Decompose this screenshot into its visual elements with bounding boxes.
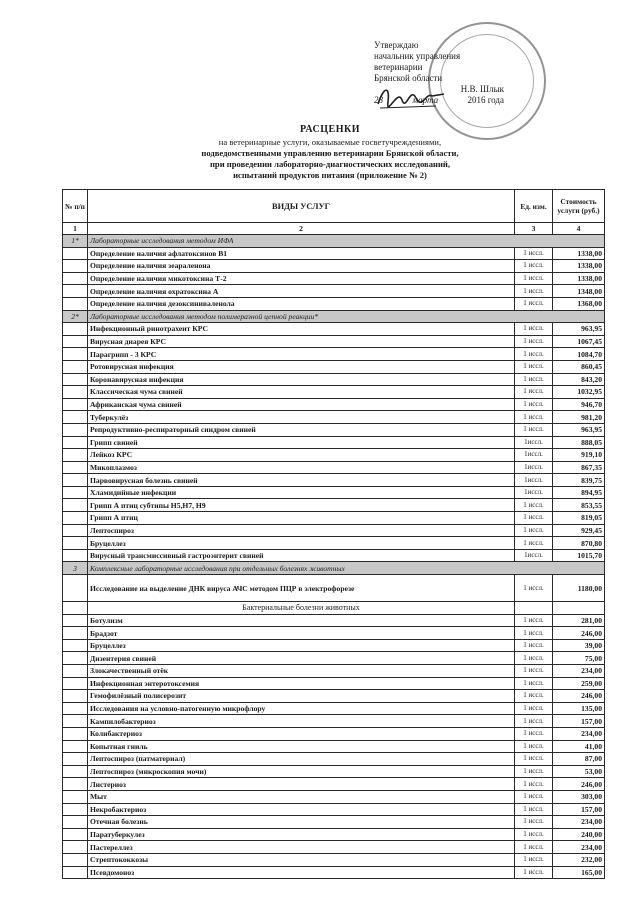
section-title: Лабораторные исследования методом полимеразной цепной реакции* — [88, 310, 605, 323]
table-row — [63, 373, 605, 386]
title-line-3: при проведении лабораторно-диагностических исследований, — [209, 159, 451, 169]
table-row — [63, 790, 605, 803]
row-service-name: Кампилобактериоз — [88, 715, 515, 728]
row-service-name: Копытная гниль — [88, 740, 515, 753]
row-service-name: Бруцеллез — [88, 639, 515, 652]
section-number: 1* — [63, 235, 88, 248]
row-price: 234,00 — [553, 727, 605, 740]
row-unit: 1 иссл. — [515, 665, 553, 678]
row-price: 41,00 — [553, 740, 605, 753]
table-row — [63, 639, 605, 652]
row-service-name: Паратуберкулез — [88, 828, 515, 841]
subsection-row — [63, 602, 605, 615]
row-price: 232,00 — [553, 853, 605, 866]
row-service-name: Вирусная диарея КРС — [88, 335, 515, 348]
row-unit: 1 иссл. — [515, 575, 553, 602]
approval-date-year: 2016 года — [467, 95, 504, 105]
row-price: 246,00 — [553, 690, 605, 703]
row-unit: 1 иссл. — [515, 828, 553, 841]
row-service-name: Злокачественный отёк — [88, 665, 515, 678]
section-title: Комплексные лабораторные исследования при отдельных болезнях животных — [88, 562, 605, 575]
row-service-name: Лептоспироз (патматериал) — [88, 753, 515, 766]
table-row — [63, 398, 605, 411]
approval-date-day: 28 — [374, 95, 383, 105]
row-price: 1015,70 — [553, 549, 605, 562]
row-service-name: Листериоз — [88, 778, 515, 791]
row-service-name: Исследования на условно-патогенную микрофлору — [88, 702, 515, 715]
row-number — [63, 373, 88, 386]
table-row — [63, 803, 605, 816]
table-row — [63, 702, 605, 715]
header-name: ВИДЫ УСЛУГ — [88, 190, 515, 223]
row-number — [63, 486, 88, 499]
row-number — [63, 816, 88, 829]
table-row — [63, 740, 605, 753]
index-col-3: 3 — [515, 223, 553, 235]
row-price: 1084,70 — [553, 348, 605, 361]
row-price: 157,00 — [553, 715, 605, 728]
row-number — [63, 386, 88, 399]
table-row — [63, 272, 605, 285]
table-row — [63, 866, 605, 879]
row-number — [63, 423, 88, 436]
table-row — [63, 436, 605, 449]
table-row — [63, 260, 605, 273]
row-price: 1067,45 — [553, 335, 605, 348]
title-line-1: на ветеринарные услуги, оказываемые госветучреждениями, — [218, 137, 442, 147]
row-number — [63, 765, 88, 778]
row-price: 1180,00 — [553, 575, 605, 602]
row-service-name: Определение наличия зеараленона — [88, 260, 515, 273]
row-unit: 1 иссл. — [515, 499, 553, 512]
row-number — [63, 335, 88, 348]
table-row — [63, 360, 605, 373]
row-number — [63, 549, 88, 562]
row-service-name: Лептоспироз (микроскопия мочи) — [88, 765, 515, 778]
row-price: 839,75 — [553, 474, 605, 487]
row-number — [63, 461, 88, 474]
price-table — [62, 189, 605, 879]
row-unit: 1 иссл. — [515, 639, 553, 652]
table-row — [63, 348, 605, 361]
row-unit: 1 иссл. — [515, 690, 553, 703]
row-unit: 1 иссл. — [515, 398, 553, 411]
row-service-name: Определение наличия микотоксина Т-2 — [88, 272, 515, 285]
table-row — [63, 512, 605, 525]
table-row — [63, 537, 605, 550]
row-service-name: Колибактериоз — [88, 727, 515, 740]
table-row — [63, 285, 605, 298]
row-number — [63, 665, 88, 678]
table-header-row — [63, 190, 605, 223]
section-row — [63, 235, 605, 248]
row-price: 234,00 — [553, 816, 605, 829]
row-service-name: Коронавирусная инфекция — [88, 373, 515, 386]
row-number — [63, 449, 88, 462]
table-row — [63, 474, 605, 487]
row-service-name: Репродуктивно-респираторный синдром свиней — [88, 423, 515, 436]
row-number — [63, 512, 88, 525]
row-unit: 1 иссл. — [515, 627, 553, 640]
row-number — [63, 474, 88, 487]
row-service-name: Лептоспироз — [88, 524, 515, 537]
row-service-name: Ротовирусная инфекция — [88, 360, 515, 373]
row-service-name: Брадзот — [88, 627, 515, 640]
document-title: РАСЦЕНКИ — [299, 124, 361, 135]
row-unit: 1 иссл. — [515, 803, 553, 816]
table-row — [63, 524, 605, 537]
row-service-name: Пастереллез — [88, 841, 515, 854]
row-unit: 1 иссл. — [515, 866, 553, 879]
row-service-name: Грипп А птиц — [88, 512, 515, 525]
row-price: 963,95 — [553, 323, 605, 336]
row-number — [63, 627, 88, 640]
row-unit: 1 иссл. — [515, 373, 553, 386]
row-unit: 1иссл. — [515, 549, 553, 562]
index-col-2: 2 — [88, 223, 515, 235]
row-unit: 1 иссл. — [515, 614, 553, 627]
row-number — [63, 866, 88, 879]
document-title-block — [140, 124, 520, 181]
row-unit: 1 иссл. — [515, 512, 553, 525]
row-price: 303,00 — [553, 790, 605, 803]
row-price: 157,00 — [553, 803, 605, 816]
table-row — [63, 828, 605, 841]
row-price: 246,00 — [553, 778, 605, 791]
row-unit: 1 иссл. — [515, 753, 553, 766]
row-number — [63, 436, 88, 449]
row-number — [63, 537, 88, 550]
row-number — [63, 398, 88, 411]
row-service-name: Исследование на выделение ДНК вируса АЧС методом ПЦР в электрофорезе — [88, 575, 515, 602]
row-number — [63, 247, 88, 260]
row-price: 259,00 — [553, 677, 605, 690]
section-row — [63, 562, 605, 575]
row-service-name: Микоплазмоз — [88, 461, 515, 474]
row-price: 165,00 — [553, 866, 605, 879]
table-row — [63, 297, 605, 310]
row-service-name: Грипп свиней — [88, 436, 515, 449]
row-price: 1032,95 — [553, 386, 605, 399]
row-service-name: Классическая чума свиней — [88, 386, 515, 399]
row-price: 87,00 — [553, 753, 605, 766]
table-row — [63, 652, 605, 665]
row-unit: 1иссл. — [515, 436, 553, 449]
table-row — [63, 323, 605, 336]
row-price — [553, 602, 605, 615]
row-number — [63, 753, 88, 766]
row-unit: 1 иссл. — [515, 411, 553, 424]
approver-name: Н.В. Шлык — [460, 84, 504, 94]
row-unit: 1 иссл. — [515, 423, 553, 436]
row-unit: 1 иссл. — [515, 386, 553, 399]
row-number — [63, 841, 88, 854]
table-row — [63, 715, 605, 728]
row-price: 929,45 — [553, 524, 605, 537]
row-price: 963,95 — [553, 423, 605, 436]
table-row — [63, 575, 605, 602]
row-price: 981,20 — [553, 411, 605, 424]
approval-line-3: ветеринарии — [374, 62, 423, 72]
row-number — [63, 803, 88, 816]
row-number — [63, 652, 88, 665]
row-service-name: Туберкулёз — [88, 411, 515, 424]
row-unit: 1иссл. — [515, 461, 553, 474]
approval-date-month: марта — [412, 95, 439, 105]
index-col-1: 1 — [63, 223, 88, 235]
row-service-name: Определение наличия дезоксиниваленола — [88, 297, 515, 310]
index-col-4: 4 — [553, 223, 605, 235]
table-row — [63, 411, 605, 424]
row-number — [63, 602, 88, 615]
row-number — [63, 639, 88, 652]
row-unit: 1 иссл. — [515, 360, 553, 373]
row-number — [63, 690, 88, 703]
table-row — [63, 677, 605, 690]
row-service-name: Грипп А птиц субтипы Н5,Н7, Н9 — [88, 499, 515, 512]
row-service-name: Определение наличия афлатоксинов В1 — [88, 247, 515, 260]
row-unit: 1 иссл. — [515, 297, 553, 310]
row-number — [63, 411, 88, 424]
row-service-name: Парагрипп - 3 КРС — [88, 348, 515, 361]
table-row — [63, 614, 605, 627]
approval-line-1: Утверждаю — [374, 40, 419, 50]
row-unit: 1 иссл. — [515, 323, 553, 336]
title-line-2: подведомственными управлению ветеринарии Брянской области, — [201, 148, 459, 158]
table-index-row — [63, 223, 605, 235]
handwritten-signature — [376, 82, 446, 110]
row-price: 870,80 — [553, 537, 605, 550]
row-number — [63, 285, 88, 298]
row-price: 75,00 — [553, 652, 605, 665]
row-price: 888,05 — [553, 436, 605, 449]
row-number — [63, 323, 88, 336]
section-number: 2* — [63, 310, 88, 323]
row-price: 1338,00 — [553, 260, 605, 273]
row-unit: 1 иссл. — [515, 765, 553, 778]
row-service-name: Определение наличия охратоксина А — [88, 285, 515, 298]
table-row — [63, 816, 605, 829]
row-service-name: Некробактериоз — [88, 803, 515, 816]
row-service-name: Парвовирусная болезнь свиней — [88, 474, 515, 487]
table-row — [63, 841, 605, 854]
row-price: 1338,00 — [553, 247, 605, 260]
row-price: 894,95 — [553, 486, 605, 499]
row-price: 843,20 — [553, 373, 605, 386]
row-number — [63, 575, 88, 602]
row-number — [63, 715, 88, 728]
subsection-title: Бактериальные болезни животных — [88, 602, 515, 615]
row-price: 1348,00 — [553, 285, 605, 298]
row-price: 53,00 — [553, 765, 605, 778]
row-price: 135,00 — [553, 702, 605, 715]
row-unit: 1 иссл. — [515, 841, 553, 854]
row-unit: 1иссл. — [515, 474, 553, 487]
table-row — [63, 247, 605, 260]
row-unit: 1 иссл. — [515, 285, 553, 298]
table-row — [63, 727, 605, 740]
row-number — [63, 297, 88, 310]
row-unit: 1 иссл. — [515, 778, 553, 791]
row-unit: 1иссл. — [515, 449, 553, 462]
table-row — [63, 627, 605, 640]
row-price: 246,00 — [553, 627, 605, 640]
table-row — [63, 665, 605, 678]
row-unit: 1 иссл. — [515, 727, 553, 740]
row-price: 867,35 — [553, 461, 605, 474]
row-service-name: Лейкоз КРС — [88, 449, 515, 462]
row-service-name: Псевдомоноз — [88, 866, 515, 879]
row-number — [63, 499, 88, 512]
row-number — [63, 790, 88, 803]
row-unit: 1 иссл. — [515, 853, 553, 866]
row-service-name: Африканская чума свиней — [88, 398, 515, 411]
row-price: 234,00 — [553, 841, 605, 854]
header-num: № п/п — [63, 190, 88, 223]
row-number — [63, 614, 88, 627]
row-price: 860,45 — [553, 360, 605, 373]
row-number — [63, 702, 88, 715]
table-row — [63, 499, 605, 512]
row-unit: 1 иссл. — [515, 524, 553, 537]
row-unit: 1 иссл. — [515, 740, 553, 753]
row-service-name: Инфекционная энтеротоксемия — [88, 677, 515, 690]
table-row — [63, 486, 605, 499]
title-line-4: испытаний продуктов питания (приложение № 2) — [233, 170, 427, 180]
table-row — [63, 335, 605, 348]
table-row — [63, 778, 605, 791]
row-price: 853,55 — [553, 499, 605, 512]
row-unit: 1иссл. — [515, 486, 553, 499]
row-unit: 1 иссл. — [515, 272, 553, 285]
row-price: 946,70 — [553, 398, 605, 411]
row-unit: 1 иссл. — [515, 537, 553, 550]
row-price: 240,00 — [553, 828, 605, 841]
table-row — [63, 853, 605, 866]
row-price: 281,00 — [553, 614, 605, 627]
table-row — [63, 753, 605, 766]
row-service-name: Гемофилёзный полисерозит — [88, 690, 515, 703]
table-row — [63, 690, 605, 703]
row-unit: 1 иссл. — [515, 652, 553, 665]
table-row — [63, 549, 605, 562]
table-row — [63, 386, 605, 399]
header-unit: Ед. изм. — [515, 190, 553, 223]
row-number — [63, 828, 88, 841]
row-unit: 1 иссл. — [515, 260, 553, 273]
row-unit — [515, 602, 553, 615]
section-row — [63, 310, 605, 323]
row-service-name: Стрептококкозы — [88, 853, 515, 866]
row-number — [63, 348, 88, 361]
row-service-name: Отечная болезнь — [88, 816, 515, 829]
table-row — [63, 765, 605, 778]
row-unit: 1 иссл. — [515, 715, 553, 728]
header-price: Стоимость услуги (руб.) — [553, 190, 605, 223]
row-number — [63, 272, 88, 285]
row-unit: 1 иссл. — [515, 816, 553, 829]
row-price: 919,10 — [553, 449, 605, 462]
row-number — [63, 778, 88, 791]
row-price: 39,00 — [553, 639, 605, 652]
row-price: 819,05 — [553, 512, 605, 525]
row-price: 1338,00 — [553, 272, 605, 285]
section-title: Лабораторные исследования методом ИФА — [88, 235, 605, 248]
table-row — [63, 423, 605, 436]
row-price: 1368,00 — [553, 297, 605, 310]
row-number — [63, 740, 88, 753]
approval-line-2: начальник управления — [374, 51, 461, 61]
approval-line-4: Брянской области — [374, 73, 443, 83]
row-unit: 1 иссл. — [515, 677, 553, 690]
row-service-name: Инфекционный ринотрахеит КРС — [88, 323, 515, 336]
row-unit: 1 иссл. — [515, 247, 553, 260]
row-service-name: Мыт — [88, 790, 515, 803]
row-service-name: Вирусный трансмиссивный гастроэнтерит свиней — [88, 549, 515, 562]
row-unit: 1 иссл. — [515, 702, 553, 715]
table-row — [63, 461, 605, 474]
row-number — [63, 727, 88, 740]
section-number: 3 — [63, 562, 88, 575]
row-unit: 1 иссл. — [515, 348, 553, 361]
row-service-name: Хламидийные инфекции — [88, 486, 515, 499]
row-price: 234,00 — [553, 665, 605, 678]
table-row — [63, 449, 605, 462]
row-unit: 1 иссл. — [515, 335, 553, 348]
row-number — [63, 677, 88, 690]
row-unit: 1 иссл. — [515, 790, 553, 803]
row-number — [63, 260, 88, 273]
row-number — [63, 360, 88, 373]
row-number — [63, 853, 88, 866]
row-service-name: Ботулизм — [88, 614, 515, 627]
row-service-name: Бруцеллез — [88, 537, 515, 550]
row-service-name: Дизентерия свиней — [88, 652, 515, 665]
row-number — [63, 524, 88, 537]
